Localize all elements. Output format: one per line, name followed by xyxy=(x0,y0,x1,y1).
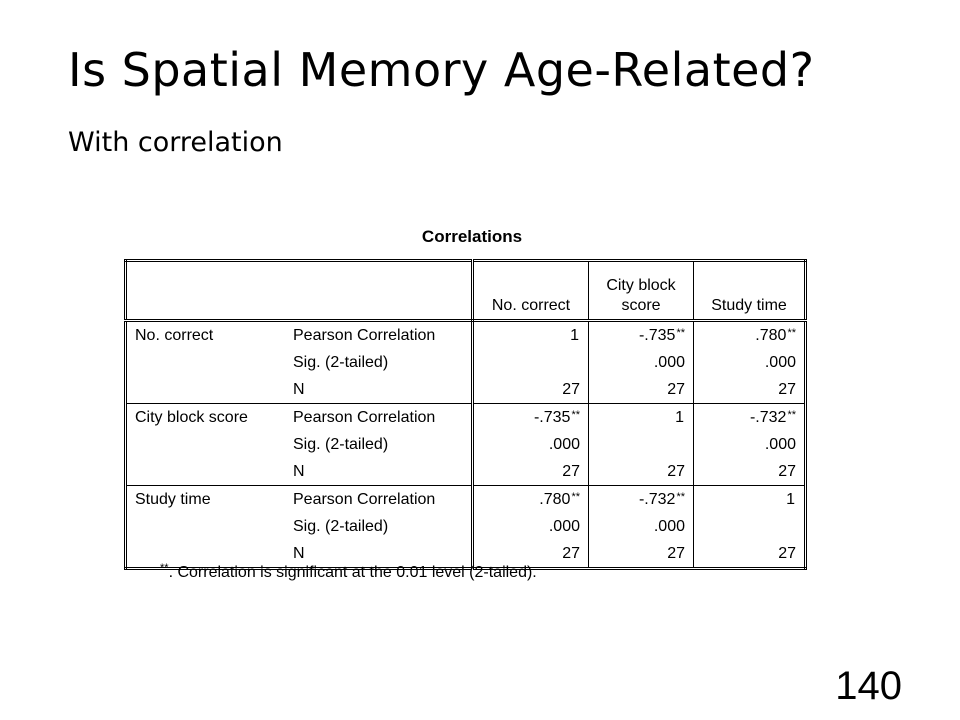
cell-value: -.735 xyxy=(638,326,676,344)
cell-value: .780 xyxy=(539,490,571,508)
table-cell: 27 xyxy=(778,544,796,562)
row-stat-label: Pearson Correlation xyxy=(285,321,473,350)
cell-value: -.732 xyxy=(749,408,787,426)
column-header-line: score xyxy=(621,297,661,314)
row-variable-label xyxy=(126,458,286,486)
significance-mark: ** xyxy=(676,326,685,339)
header-empty-cell xyxy=(126,261,286,321)
table-cell xyxy=(473,404,589,432)
table-cell xyxy=(473,349,589,376)
row-stat-label: N xyxy=(285,540,473,569)
table-cell: .000 xyxy=(764,435,796,453)
table-cell: 27 xyxy=(473,376,589,404)
significance-mark: ** xyxy=(571,490,580,503)
table-row xyxy=(126,486,806,514)
table-cell: .000 xyxy=(473,513,589,540)
table-cell xyxy=(589,404,694,432)
table-cell: 27 xyxy=(589,540,694,569)
table-cell xyxy=(694,486,806,514)
table-title: Correlations xyxy=(421,227,523,246)
table-cell: .000 xyxy=(473,431,589,458)
row-variable-label: No. correct xyxy=(135,326,214,344)
footnote-text: . Correlation is significant at the 0.01 level (2-tailed). xyxy=(168,564,537,581)
table-cell: .000 xyxy=(589,513,694,540)
table-cell: 27 xyxy=(473,458,589,486)
table-cell xyxy=(694,404,806,432)
table-row xyxy=(126,513,806,540)
significance-mark: ** xyxy=(787,408,796,421)
table-cell: .000 xyxy=(764,353,796,371)
table-row xyxy=(126,321,806,350)
cell-value: 1 xyxy=(786,490,795,508)
row-stat-label: N xyxy=(285,458,473,486)
cell-value: 1 xyxy=(570,326,579,344)
row-variable-label xyxy=(126,376,286,404)
correlations-table xyxy=(124,259,807,570)
page-number: 140 xyxy=(835,664,902,708)
table-row xyxy=(126,431,806,458)
column-header-line: Study time xyxy=(711,297,787,314)
table-cell xyxy=(694,513,806,540)
table-cell xyxy=(589,431,694,458)
row-stat-label: Pearson Correlation xyxy=(285,404,473,432)
table-cell: 27 xyxy=(473,540,589,569)
table-row xyxy=(126,376,806,404)
table-row xyxy=(126,458,806,486)
table-header-row xyxy=(126,261,806,321)
row-stat-label: Pearson Correlation xyxy=(285,486,473,514)
row-stat-label: Sig. (2-tailed) xyxy=(285,349,473,376)
table-row xyxy=(126,404,806,432)
table-cell xyxy=(694,321,806,350)
column-header-line: City block xyxy=(606,277,676,294)
table-cell: 27 xyxy=(694,376,806,404)
row-variable-label: City block score xyxy=(135,408,248,426)
cell-value: -.732 xyxy=(638,490,676,508)
row-variable-label: Study time xyxy=(135,490,211,508)
row-variable-label xyxy=(126,431,286,458)
table-cell xyxy=(473,321,589,350)
table-cell: 27 xyxy=(694,458,806,486)
footnote-mark: ** xyxy=(160,562,169,574)
table-cell: 27 xyxy=(589,376,694,404)
table-cell: .000 xyxy=(589,349,694,376)
header-empty-cell xyxy=(285,261,473,321)
table-cell xyxy=(589,321,694,350)
row-stat-label: Sig. (2-tailed) xyxy=(285,431,473,458)
significance-mark: ** xyxy=(787,326,796,339)
slide-subtitle: With correlation xyxy=(68,127,283,158)
table-cell xyxy=(589,486,694,514)
significance-mark: ** xyxy=(676,490,685,503)
column-header-line: No. correct xyxy=(491,297,571,314)
table-footnote xyxy=(160,562,537,584)
table-cell xyxy=(473,486,589,514)
slide-title: Is Spatial Memory Age-Related? xyxy=(68,43,815,97)
row-variable-label xyxy=(126,513,286,540)
column-header-study-time xyxy=(694,261,806,321)
table-cell: 27 xyxy=(589,458,694,486)
cell-value: 1 xyxy=(675,408,684,426)
cell-value: .780 xyxy=(755,326,787,344)
row-variable-label xyxy=(126,349,286,376)
significance-mark: ** xyxy=(571,408,580,421)
column-header-city-block-score xyxy=(589,261,694,321)
row-stat-label: Sig. (2-tailed) xyxy=(285,513,473,540)
row-stat-label: N xyxy=(285,376,473,404)
cell-value: -.735 xyxy=(533,408,571,426)
column-header-no-correct xyxy=(473,261,589,321)
table-row xyxy=(126,349,806,376)
